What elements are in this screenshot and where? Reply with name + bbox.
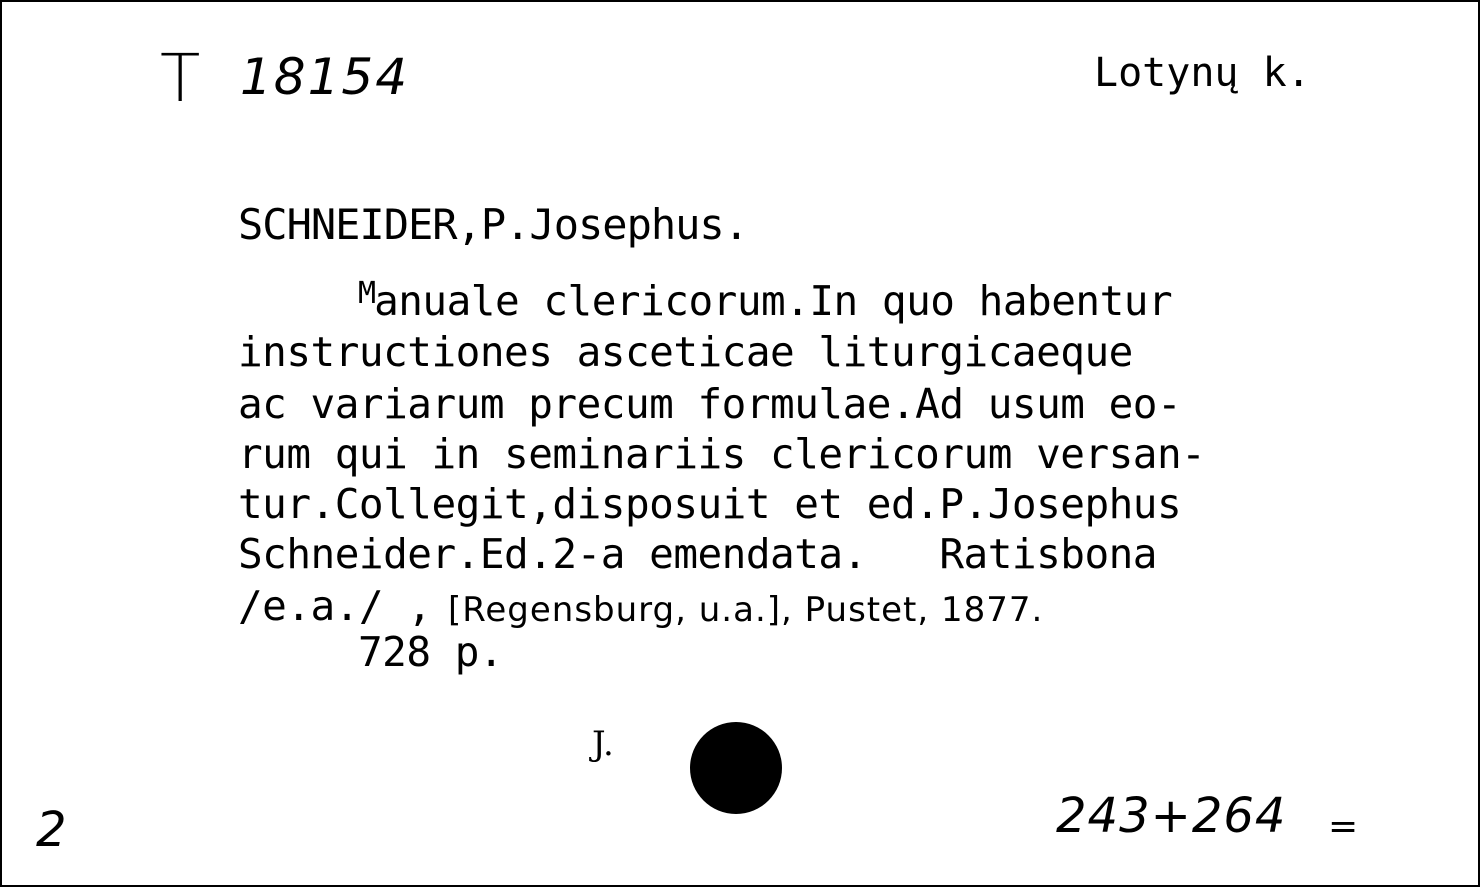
title-line-5: tur.Collegit,disposuit et ed.P.Josephus [238,480,1182,528]
title-line-4: rum qui in seminariis clericorum versan- [238,430,1206,478]
stamp-mark: J. [592,724,614,764]
imprint-typed: /e.a./ , [238,582,432,630]
title-line-2: instructiones asceticae liturgicaeque [238,328,1133,376]
language-note: Lotynų k. [1094,50,1311,96]
title-line-3: ac variarum precum formulae.Ad usum eo- [238,380,1182,428]
title-line-1 [358,276,1172,325]
pagination: 728 p. [358,628,504,676]
edition-line: Schneider.Ed.2-a emendata. Ratisbona [238,530,1157,578]
punch-hole [690,722,782,814]
imprint-handwritten: [Regensburg, u.a.], Pustet, 1877. [448,590,1044,630]
corner-mark: 2 [36,802,67,858]
title-line-1-text: anuale clericorum.In quo habentur [374,277,1173,325]
author-heading: SCHNEIDER,P.Josephus. [238,200,749,249]
trailing-mark: = [1328,806,1359,847]
call-number: 18154 [240,48,410,106]
call-letter: T [160,40,201,117]
title-initial: M [358,276,375,311]
shelf-numbers: 243+264 [1056,788,1287,844]
